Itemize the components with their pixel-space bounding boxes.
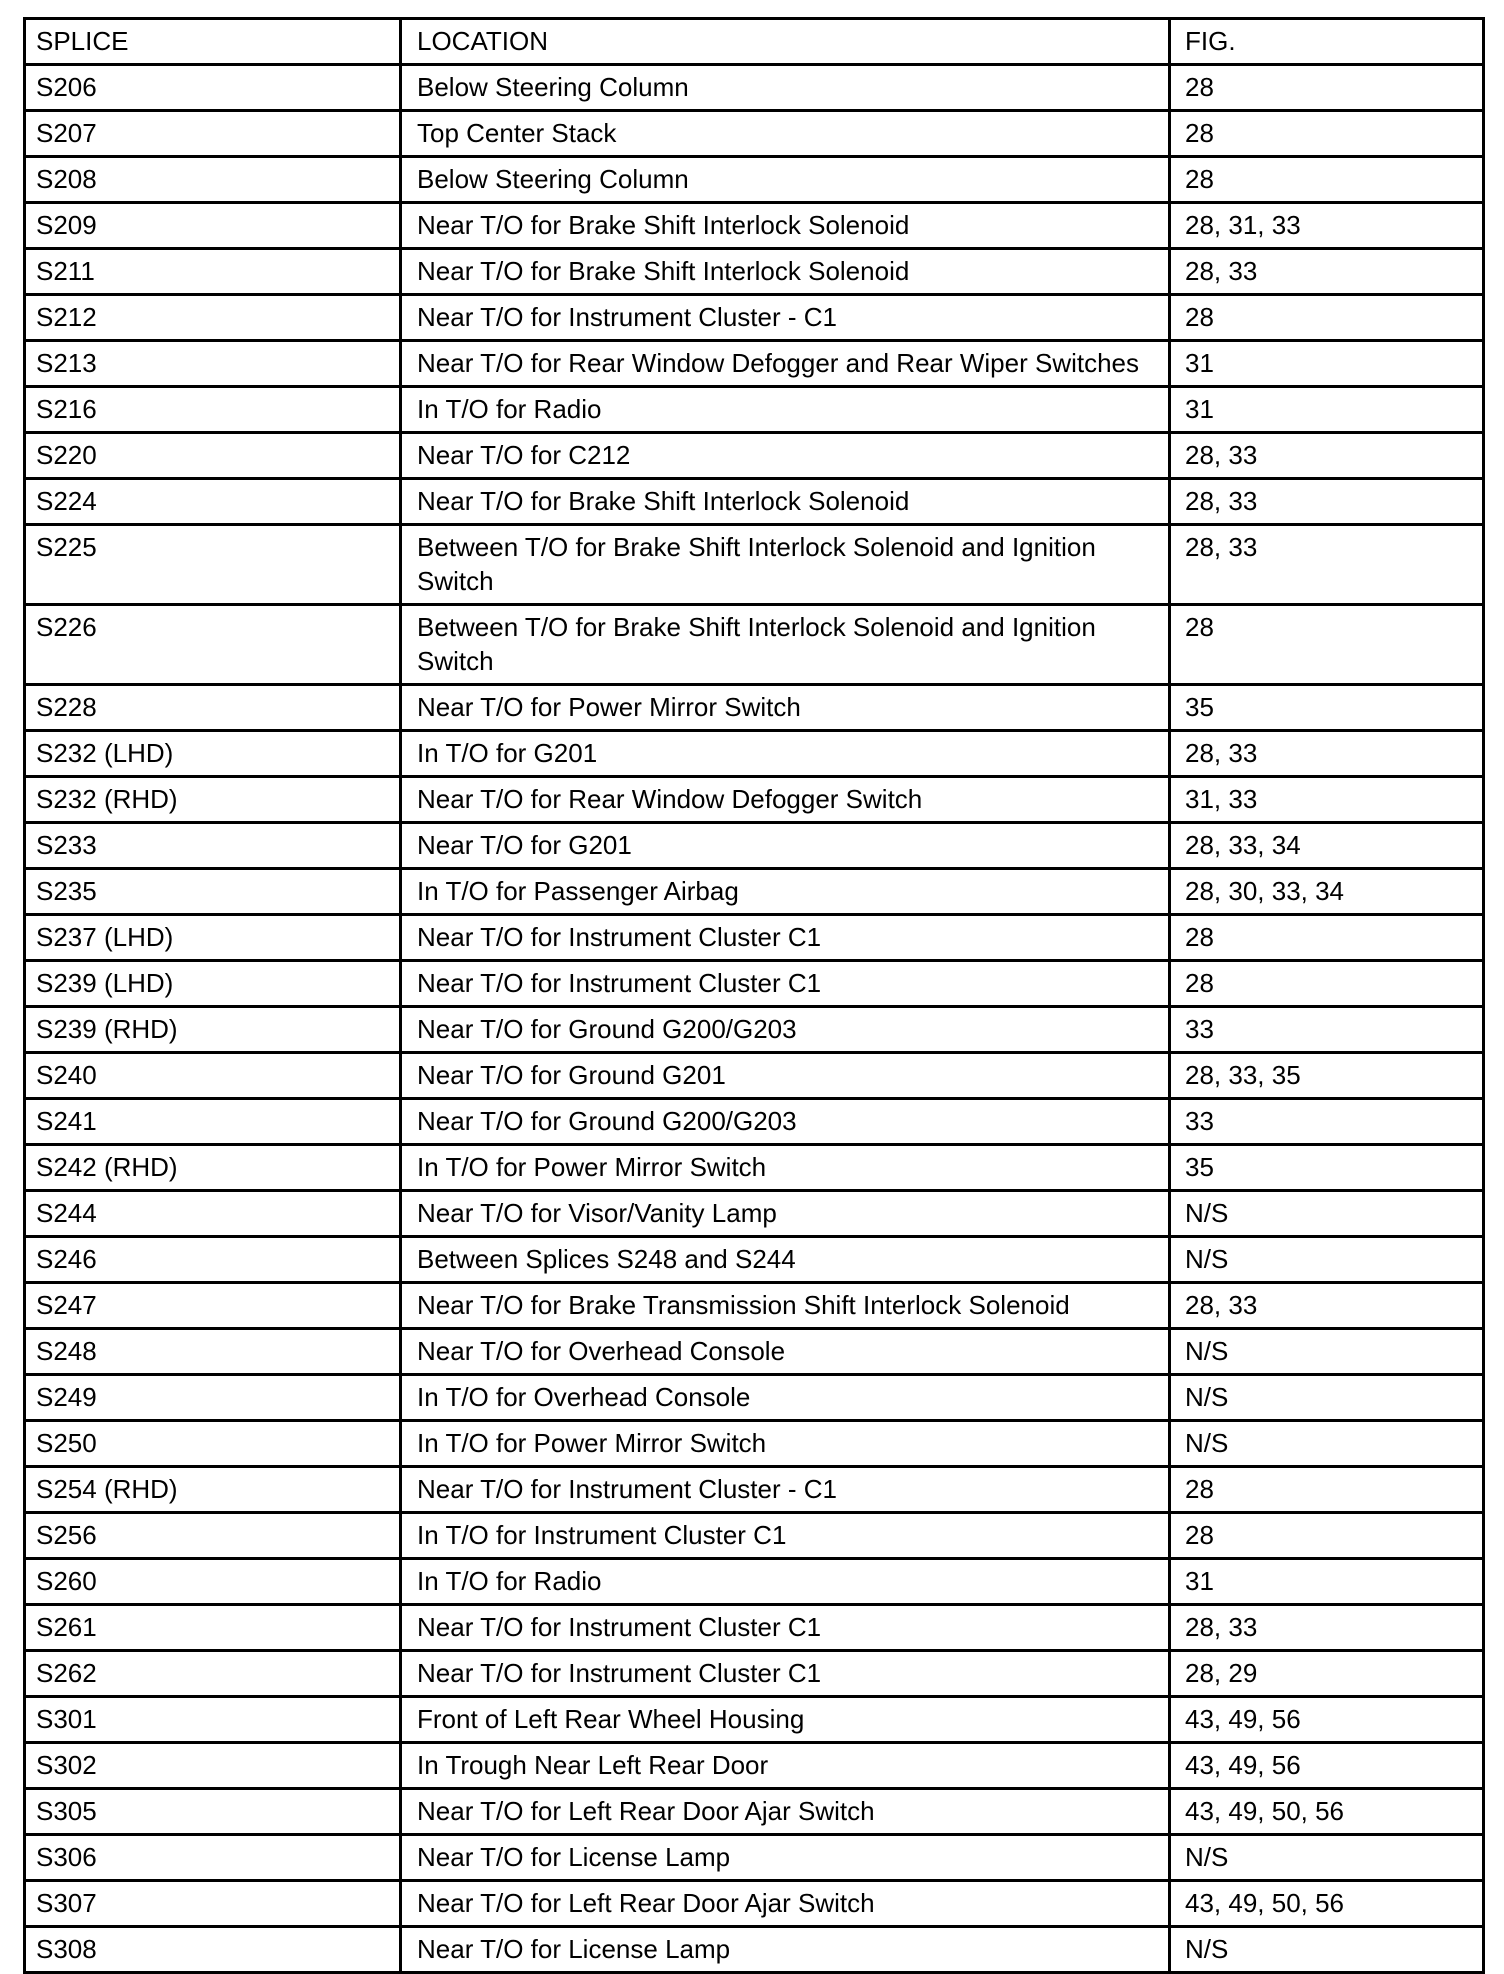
- table-row: [25, 1375, 1484, 1421]
- cell-splice: S307: [25, 1881, 401, 1927]
- cell-location: Front of Left Rear Wheel Housing: [401, 1697, 1170, 1743]
- cell-splice: S250: [25, 1421, 401, 1467]
- cell-location: Near T/O for Brake Shift Interlock Solenoid: [401, 249, 1170, 295]
- table-row: [25, 1467, 1484, 1513]
- cell-fig: 28: [1170, 605, 1484, 685]
- cell-location: Between T/O for Brake Shift Interlock Solenoid and Ignition Switch: [401, 605, 1170, 685]
- cell-fig: 33: [1170, 1099, 1484, 1145]
- cell-splice: S235: [25, 869, 401, 915]
- cell-location: Near T/O for Visor/Vanity Lamp: [401, 1191, 1170, 1237]
- table-row: [25, 605, 1484, 685]
- cell-fig: 28, 33: [1170, 479, 1484, 525]
- cell-fig: 35: [1170, 685, 1484, 731]
- cell-splice: S262: [25, 1651, 401, 1697]
- cell-location: In T/O for Power Mirror Switch: [401, 1145, 1170, 1191]
- cell-splice: S213: [25, 341, 401, 387]
- cell-location: Top Center Stack: [401, 111, 1170, 157]
- cell-fig: 28: [1170, 157, 1484, 203]
- cell-location: Near T/O for Power Mirror Switch: [401, 685, 1170, 731]
- cell-splice: S246: [25, 1237, 401, 1283]
- cell-location: Near T/O for Instrument Cluster C1: [401, 961, 1170, 1007]
- table-row: [25, 1191, 1484, 1237]
- cell-location: Near T/O for Instrument Cluster C1: [401, 1605, 1170, 1651]
- cell-location: Near T/O for Instrument Cluster - C1: [401, 1467, 1170, 1513]
- cell-location: Below Steering Column: [401, 65, 1170, 111]
- table-row: [25, 341, 1484, 387]
- cell-splice: S220: [25, 433, 401, 479]
- cell-fig: 28: [1170, 65, 1484, 111]
- cell-location: In T/O for Overhead Console: [401, 1375, 1170, 1421]
- cell-location: In T/O for Radio: [401, 387, 1170, 433]
- cell-splice: S211: [25, 249, 401, 295]
- cell-location: In Trough Near Left Rear Door: [401, 1743, 1170, 1789]
- cell-fig: 28, 33, 34: [1170, 823, 1484, 869]
- cell-fig: 28, 33: [1170, 731, 1484, 777]
- cell-location: In T/O for Radio: [401, 1559, 1170, 1605]
- cell-splice: S239 (LHD): [25, 961, 401, 1007]
- cell-splice: S256: [25, 1513, 401, 1559]
- table-row: [25, 1421, 1484, 1467]
- table-row: [25, 1835, 1484, 1881]
- table-row: [25, 961, 1484, 1007]
- table-row: [25, 1651, 1484, 1697]
- cell-location: Near T/O for Ground G201: [401, 1053, 1170, 1099]
- cell-fig: 28, 33: [1170, 525, 1484, 605]
- cell-location: Near T/O for Ground G200/G203: [401, 1099, 1170, 1145]
- cell-splice: S301: [25, 1697, 401, 1743]
- cell-location: Near T/O for License Lamp: [401, 1835, 1170, 1881]
- table-row: [25, 1007, 1484, 1053]
- cell-location: Near T/O for Instrument Cluster - C1: [401, 295, 1170, 341]
- cell-splice: S209: [25, 203, 401, 249]
- cell-splice: S306: [25, 1835, 401, 1881]
- table-row: [25, 1053, 1484, 1099]
- cell-fig: 35: [1170, 1145, 1484, 1191]
- cell-fig: 28, 33: [1170, 433, 1484, 479]
- cell-location: Below Steering Column: [401, 157, 1170, 203]
- cell-fig: 28, 33: [1170, 1605, 1484, 1651]
- cell-location: Near T/O for Brake Shift Interlock Solenoid: [401, 203, 1170, 249]
- table-row: [25, 1927, 1484, 1973]
- cell-splice: S232 (RHD): [25, 777, 401, 823]
- cell-fig: 28, 33: [1170, 249, 1484, 295]
- cell-location: In T/O for Power Mirror Switch: [401, 1421, 1170, 1467]
- table-row: [25, 1743, 1484, 1789]
- table-row: [25, 777, 1484, 823]
- cell-splice: S224: [25, 479, 401, 525]
- header-fig: FIG.: [1170, 19, 1484, 65]
- cell-location: Near T/O for Ground G200/G203: [401, 1007, 1170, 1053]
- cell-fig: 28, 30, 33, 34: [1170, 869, 1484, 915]
- cell-location: Near T/O for Rear Window Defogger Switch: [401, 777, 1170, 823]
- table-row: [25, 1145, 1484, 1191]
- cell-fig: N/S: [1170, 1237, 1484, 1283]
- cell-fig: 28: [1170, 111, 1484, 157]
- table-row: [25, 915, 1484, 961]
- cell-splice: S260: [25, 1559, 401, 1605]
- table-row: [25, 1283, 1484, 1329]
- cell-splice: S233: [25, 823, 401, 869]
- cell-fig: N/S: [1170, 1329, 1484, 1375]
- table-row: [25, 65, 1484, 111]
- cell-fig: N/S: [1170, 1835, 1484, 1881]
- cell-fig: 43, 49, 56: [1170, 1743, 1484, 1789]
- table-row: [25, 1881, 1484, 1927]
- cell-splice: S241: [25, 1099, 401, 1145]
- cell-splice: S305: [25, 1789, 401, 1835]
- cell-location: Near T/O for Instrument Cluster C1: [401, 915, 1170, 961]
- table-row: [25, 1697, 1484, 1743]
- cell-location: Between Splices S248 and S244: [401, 1237, 1170, 1283]
- cell-location: Near T/O for Brake Shift Interlock Solenoid: [401, 479, 1170, 525]
- cell-splice: S216: [25, 387, 401, 433]
- header-splice: SPLICE: [25, 19, 401, 65]
- table-body: [25, 65, 1484, 1973]
- table-row: [25, 157, 1484, 203]
- cell-fig: 43, 49, 56: [1170, 1697, 1484, 1743]
- cell-fig: 31: [1170, 1559, 1484, 1605]
- table-row: [25, 1559, 1484, 1605]
- cell-splice: S244: [25, 1191, 401, 1237]
- cell-location: In T/O for Passenger Airbag: [401, 869, 1170, 915]
- table-row: [25, 1513, 1484, 1559]
- cell-location: Near T/O for Brake Transmission Shift Interlock Solenoid: [401, 1283, 1170, 1329]
- table-row: [25, 1237, 1484, 1283]
- cell-splice: S248: [25, 1329, 401, 1375]
- header-location: LOCATION: [401, 19, 1170, 65]
- cell-fig: 28: [1170, 1513, 1484, 1559]
- cell-fig: N/S: [1170, 1927, 1484, 1973]
- cell-location: Near T/O for C212: [401, 433, 1170, 479]
- splice-location-table: [23, 17, 1485, 1974]
- table-row: [25, 1329, 1484, 1375]
- cell-fig: 28: [1170, 961, 1484, 1007]
- header-row: [25, 19, 1484, 65]
- cell-fig: 28, 33: [1170, 1283, 1484, 1329]
- table-row: [25, 1789, 1484, 1835]
- cell-splice: S239 (RHD): [25, 1007, 401, 1053]
- table-row: [25, 869, 1484, 915]
- cell-splice: S249: [25, 1375, 401, 1421]
- cell-fig: 31: [1170, 341, 1484, 387]
- table-row: [25, 111, 1484, 157]
- cell-splice: S237 (LHD): [25, 915, 401, 961]
- table-row: [25, 685, 1484, 731]
- cell-fig: 28, 33, 35: [1170, 1053, 1484, 1099]
- cell-location: Near T/O for Left Rear Door Ajar Switch: [401, 1881, 1170, 1927]
- cell-splice: S242 (RHD): [25, 1145, 401, 1191]
- cell-location: Near T/O for Left Rear Door Ajar Switch: [401, 1789, 1170, 1835]
- cell-fig: 43, 49, 50, 56: [1170, 1789, 1484, 1835]
- cell-fig: N/S: [1170, 1191, 1484, 1237]
- cell-location: Near T/O for Instrument Cluster C1: [401, 1651, 1170, 1697]
- cell-fig: 31: [1170, 387, 1484, 433]
- cell-splice: S254 (RHD): [25, 1467, 401, 1513]
- table-row: [25, 1605, 1484, 1651]
- cell-fig: 28: [1170, 915, 1484, 961]
- cell-fig: N/S: [1170, 1375, 1484, 1421]
- cell-location: Near T/O for Overhead Console: [401, 1329, 1170, 1375]
- cell-splice: S247: [25, 1283, 401, 1329]
- cell-fig: 28: [1170, 295, 1484, 341]
- cell-location: In T/O for Instrument Cluster C1: [401, 1513, 1170, 1559]
- cell-location: Near T/O for License Lamp: [401, 1927, 1170, 1973]
- table-row: [25, 823, 1484, 869]
- cell-splice: S225: [25, 525, 401, 605]
- table-header: [25, 19, 1484, 65]
- cell-splice: S208: [25, 157, 401, 203]
- table-row: [25, 433, 1484, 479]
- cell-fig: 43, 49, 50, 56: [1170, 1881, 1484, 1927]
- cell-fig: 31, 33: [1170, 777, 1484, 823]
- cell-splice: S212: [25, 295, 401, 341]
- cell-location: Between T/O for Brake Shift Interlock Solenoid and Ignition Switch: [401, 525, 1170, 605]
- cell-fig: 28: [1170, 1467, 1484, 1513]
- cell-fig: 28, 31, 33: [1170, 203, 1484, 249]
- cell-splice: S261: [25, 1605, 401, 1651]
- table-row: [25, 731, 1484, 777]
- cell-fig: 33: [1170, 1007, 1484, 1053]
- table-row: [25, 387, 1484, 433]
- table-row: [25, 203, 1484, 249]
- cell-location: Near T/O for G201: [401, 823, 1170, 869]
- table-row: [25, 1099, 1484, 1145]
- table-row: [25, 295, 1484, 341]
- cell-splice: S232 (LHD): [25, 731, 401, 777]
- cell-fig: N/S: [1170, 1421, 1484, 1467]
- cell-splice: S226: [25, 605, 401, 685]
- table-row: [25, 249, 1484, 295]
- cell-splice: S206: [25, 65, 401, 111]
- cell-splice: S302: [25, 1743, 401, 1789]
- cell-splice: S240: [25, 1053, 401, 1099]
- cell-splice: S228: [25, 685, 401, 731]
- cell-location: Near T/O for Rear Window Defogger and Rear Wiper Switches: [401, 341, 1170, 387]
- table-row: [25, 525, 1484, 605]
- cell-location: In T/O for G201: [401, 731, 1170, 777]
- table-row: [25, 479, 1484, 525]
- cell-fig: 28, 29: [1170, 1651, 1484, 1697]
- cell-splice: S308: [25, 1927, 401, 1973]
- cell-splice: S207: [25, 111, 401, 157]
